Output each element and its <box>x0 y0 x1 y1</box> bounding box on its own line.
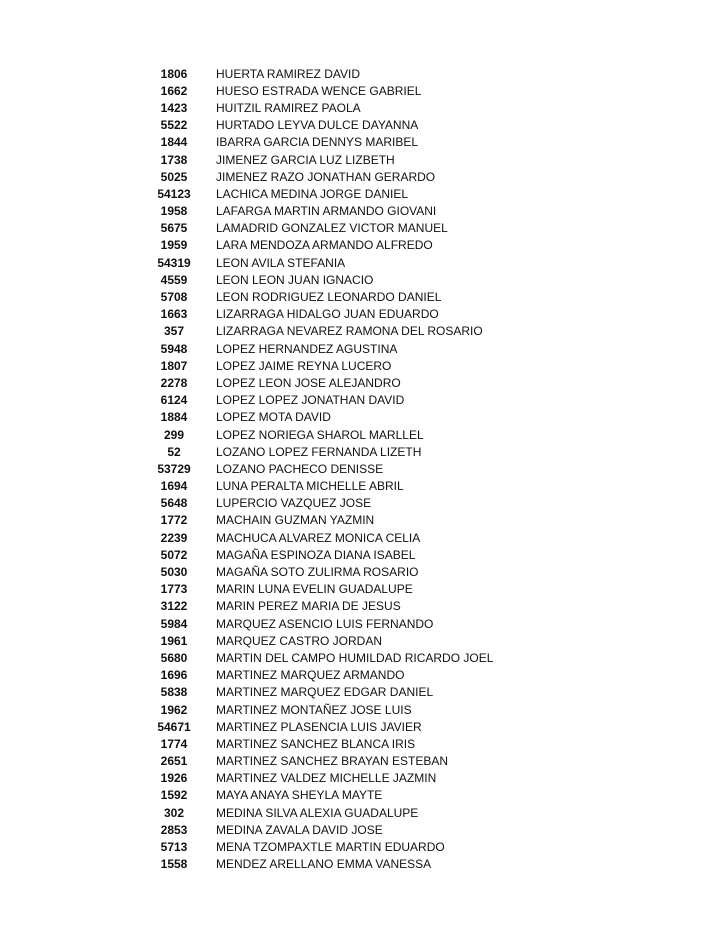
list-item <box>152 632 572 649</box>
person-name: MARTINEZ PLASENCIA LUIS JAVIER <box>216 719 422 734</box>
person-name: HUERTA RAMIREZ DAVID <box>216 66 361 81</box>
list-item <box>152 65 572 82</box>
person-name: LUNA PERALTA MICHELLE ABRIL <box>216 479 404 494</box>
list-item <box>152 563 572 580</box>
list-item <box>152 529 572 546</box>
list-item <box>152 134 572 151</box>
id-number: 5030 <box>160 565 188 580</box>
person-name: LOZANO PACHECO DENISSE <box>216 461 384 476</box>
list-item <box>152 443 572 460</box>
person-name: LOPEZ LOPEZ JONATHAN DAVID <box>216 393 405 408</box>
list-item <box>152 185 572 202</box>
id-number: 1961 <box>160 633 188 648</box>
person-name: MACHAIN GUZMAN YAZMIN <box>216 513 375 528</box>
person-name: JIMENEZ RAZO JONATHAN GERARDO <box>216 169 436 184</box>
person-name: MARTINEZ MARQUEZ ARMANDO <box>216 668 405 683</box>
id-number: 1807 <box>160 358 188 373</box>
person-name: LAFARGA MARTIN ARMANDO GIOVANI <box>216 204 437 219</box>
list-item <box>152 838 572 855</box>
list-item <box>152 718 572 735</box>
id-number: 1844 <box>160 135 188 150</box>
id-number: 2853 <box>160 822 188 837</box>
list-item <box>152 357 572 374</box>
list-item <box>152 288 572 305</box>
id-number: 1774 <box>160 736 188 751</box>
list-item <box>152 753 572 770</box>
id-number: 1592 <box>160 788 188 803</box>
id-number: 54671 <box>157 719 191 734</box>
id-number: 54123 <box>157 186 191 201</box>
list-item <box>152 615 572 632</box>
person-name: LOPEZ HERNANDEZ AGUSTINA <box>216 341 398 356</box>
id-number: 302 <box>163 805 185 820</box>
list-item <box>152 99 572 116</box>
id-number: 1423 <box>160 100 188 115</box>
person-name: MAYA ANAYA SHEYLA MAYTE <box>216 788 383 803</box>
list-item <box>152 478 572 495</box>
list-item <box>152 237 572 254</box>
id-number: 1959 <box>160 238 188 253</box>
list-item <box>152 787 572 804</box>
person-name: HUITZIL RAMIREZ PAOLA <box>216 100 361 115</box>
person-name: MARTINEZ MARQUEZ EDGAR DANIEL <box>216 685 434 700</box>
list-item <box>152 254 572 271</box>
list-item <box>152 117 572 134</box>
person-name: LEON RODRIGUEZ LEONARDO DANIEL <box>216 290 442 305</box>
person-name: HUESO ESTRADA WENCE GABRIEL <box>216 83 422 98</box>
person-name: IBARRA GARCIA DENNYS MARIBEL <box>216 135 419 150</box>
list-item <box>152 546 572 563</box>
list-item <box>152 770 572 787</box>
id-number: 53729 <box>157 461 191 476</box>
list-item <box>152 598 572 615</box>
person-name: HURTADO LEYVA DULCE DAYANNA <box>216 118 419 133</box>
id-number: 1738 <box>160 152 188 167</box>
list-item <box>152 735 572 752</box>
list-item <box>152 323 572 340</box>
person-name: MARIN PEREZ MARIA DE JESUS <box>216 599 401 614</box>
person-name: MEDINA SILVA ALEXIA GUADALUPE <box>216 805 419 820</box>
person-name: LACHICA MEDINA JORGE DANIEL <box>216 186 409 201</box>
person-name: MEDINA ZAVALA DAVID JOSE <box>216 822 383 837</box>
id-number: 5025 <box>160 169 188 184</box>
person-name: MARTINEZ SANCHEZ BRAYAN ESTEBAN <box>216 754 449 769</box>
id-number: 4559 <box>160 272 188 287</box>
list-item <box>152 512 572 529</box>
person-name: LARA MENDOZA ARMANDO ALFREDO <box>216 238 433 253</box>
id-number: 54319 <box>157 255 191 270</box>
id-number: 5522 <box>160 118 188 133</box>
list-item <box>152 581 572 598</box>
person-name: LEON AVILA STEFANIA <box>216 255 346 270</box>
person-name: LOPEZ MOTA DAVID <box>216 410 331 425</box>
id-number: 1806 <box>160 66 188 81</box>
id-number: 1772 <box>160 513 188 528</box>
id-number: 1558 <box>160 857 188 872</box>
list-item <box>152 856 572 873</box>
person-name: MACHUCA ALVAREZ MONICA CELIA <box>216 530 421 545</box>
person-name: MARQUEZ ASENCIO LUIS FERNANDO <box>216 616 434 631</box>
student-list <box>152 65 572 873</box>
person-name: MAGAÑA ESPINOZA DIANA ISABEL <box>216 547 416 562</box>
person-name: MENA TZOMPAXTLE MARTIN EDUARDO <box>216 840 445 855</box>
list-item <box>152 82 572 99</box>
id-number: 5675 <box>160 221 188 236</box>
person-name: MARTINEZ VALDEZ MICHELLE JAZMIN <box>216 771 437 786</box>
id-number: 357 <box>163 324 185 339</box>
id-number: 5984 <box>160 616 188 631</box>
id-number: 1962 <box>160 702 188 717</box>
list-item <box>152 340 572 357</box>
id-number: 5072 <box>160 547 188 562</box>
list-item <box>152 392 572 409</box>
list-item <box>152 409 572 426</box>
list-item <box>152 667 572 684</box>
id-number: 2651 <box>160 754 188 769</box>
person-name: LOPEZ NORIEGA SHAROL MARLLEL <box>216 427 424 442</box>
list-item <box>152 203 572 220</box>
id-number: 5680 <box>160 650 188 665</box>
id-number: 3122 <box>160 599 188 614</box>
person-name: MARQUEZ CASTRO JORDAN <box>216 633 383 648</box>
person-name: MARTINEZ MONTAÑEZ JOSE LUIS <box>216 702 412 717</box>
id-number: 5708 <box>160 290 188 305</box>
person-name: MARIN LUNA EVELIN GUADALUPE <box>216 582 413 597</box>
id-number: 2278 <box>160 375 188 390</box>
id-number: 5838 <box>160 685 188 700</box>
id-number: 1926 <box>160 771 188 786</box>
id-number: 1662 <box>160 83 188 98</box>
list-item <box>152 271 572 288</box>
id-number: 1884 <box>160 410 188 425</box>
list-item <box>152 151 572 168</box>
person-name: LOPEZ LEON JOSE ALEJANDRO <box>216 375 401 390</box>
person-name: LAMADRID GONZALEZ VICTOR MANUEL <box>216 221 448 236</box>
person-name: LEON LEON JUAN IGNACIO <box>216 272 374 287</box>
list-item <box>152 495 572 512</box>
list-item <box>152 649 572 666</box>
person-name: LIZARRAGA HIDALGO JUAN EDUARDO <box>216 307 439 322</box>
id-number: 5948 <box>160 341 188 356</box>
id-number: 5648 <box>160 496 188 511</box>
person-name: LOPEZ JAIME REYNA LUCERO <box>216 358 392 373</box>
id-number: 1663 <box>160 307 188 322</box>
list-item <box>152 701 572 718</box>
id-number: 1958 <box>160 204 188 219</box>
list-item <box>152 306 572 323</box>
list-item <box>152 426 572 443</box>
person-name: MENDEZ ARELLANO EMMA VANESSA <box>216 857 432 872</box>
id-number: 299 <box>163 427 185 442</box>
id-number: 52 <box>167 444 181 459</box>
list-item <box>152 821 572 838</box>
person-name: LUPERCIO VAZQUEZ JOSE <box>216 496 372 511</box>
person-name: LOZANO LOPEZ FERNANDA LIZETH <box>216 444 422 459</box>
list-item <box>152 804 572 821</box>
id-number: 5713 <box>160 840 188 855</box>
id-number: 1694 <box>160 479 188 494</box>
person-name: LIZARRAGA NEVAREZ RAMONA DEL ROSARIO <box>216 324 483 339</box>
person-name: MARTIN DEL CAMPO HUMILDAD RICARDO JOEL <box>216 650 494 665</box>
list-item <box>152 684 572 701</box>
person-name: MARTINEZ SANCHEZ BLANCA IRIS <box>216 736 416 751</box>
id-number: 1696 <box>160 668 188 683</box>
id-number: 2239 <box>160 530 188 545</box>
list-item <box>152 460 572 477</box>
list-item <box>152 220 572 237</box>
id-number: 6124 <box>160 393 188 408</box>
id-number: 1773 <box>160 582 188 597</box>
person-name: JIMENEZ GARCIA LUZ LIZBETH <box>216 152 395 167</box>
list-item <box>152 374 572 391</box>
list-item <box>152 168 572 185</box>
person-name: MAGAÑA SOTO ZULIRMA ROSARIO <box>216 565 419 580</box>
